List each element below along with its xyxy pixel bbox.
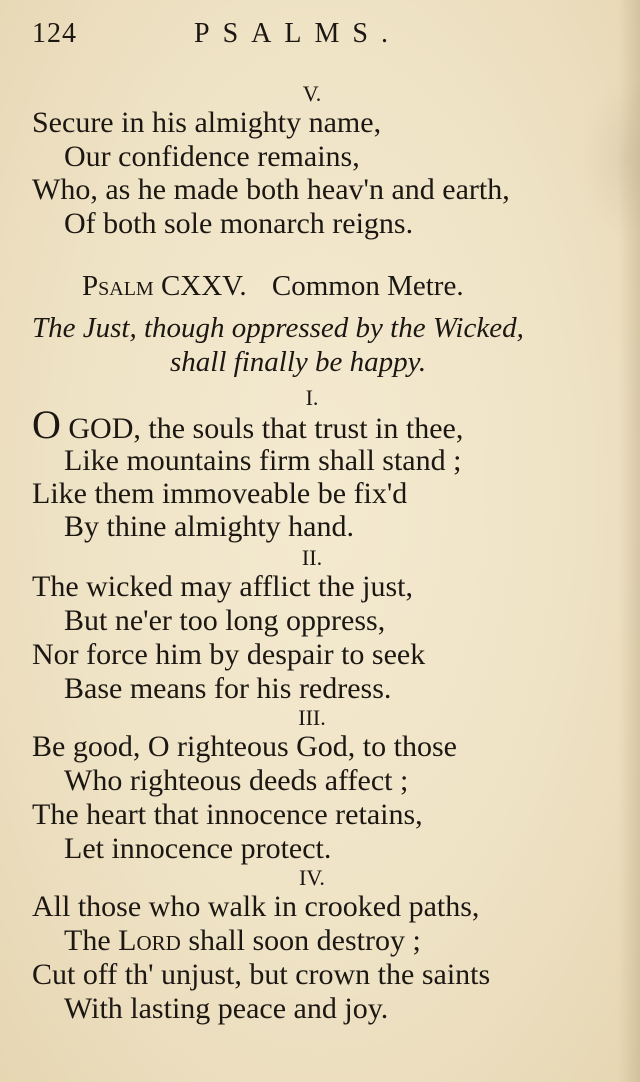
verse-line-text: shall soon destroy ; (180, 924, 421, 957)
stanza-number: IV. (299, 865, 325, 890)
verse-line: Like mountains firm shall stand ; (64, 444, 462, 477)
verse-line-text: The (64, 924, 119, 957)
verse-line: Secure in his almighty name, (32, 106, 382, 139)
psalm-heading (82, 270, 464, 303)
verse-line: Who righteous deeds affect ; (64, 764, 409, 797)
verse-line: Be good, O righteous God, to those (32, 730, 457, 763)
psalm-metre: Common Metre. (271, 270, 464, 302)
stanza-number: II. (301, 545, 323, 570)
psalm-subtitle-line-1: The Just, though oppressed by the Wicked, (32, 312, 524, 344)
psalm-word: Psalm (82, 270, 154, 302)
verse-line-text: GOD, the souls that trust in thee, (60, 412, 464, 445)
stanza-number: III. (298, 705, 326, 730)
stanza-number: I. (305, 385, 319, 410)
verse-line: Cut off th' unjust, but crown the saints (32, 958, 491, 991)
verse-line: With lasting peace and joy. (64, 992, 389, 1025)
psalm-number: CXXV. (160, 270, 247, 302)
verse-line: Like them immoveable be fix'd (32, 477, 408, 510)
verse-line: Of both sole monarch reigns. (64, 207, 414, 240)
verse-line: The heart that innocence retains, (32, 798, 423, 831)
stanza-number: V. (302, 81, 322, 106)
verse-line: All those who walk in crooked paths, (32, 890, 480, 923)
verse-line: Nor force him by despair to seek (32, 638, 426, 671)
psalm-subtitle-line-2: shall finally be happy. (170, 346, 427, 378)
verse-line: The wicked may afflict the just, (32, 570, 413, 603)
lord-small-caps: Lord (118, 924, 181, 957)
verse-line: Base means for his redress. (64, 672, 392, 705)
running-title: PSALMS. (194, 18, 401, 49)
drop-cap: O (32, 402, 61, 447)
verse-line: Who, as he made both heav'n and earth, (32, 173, 510, 206)
verse-line: But ne'er too long oppress, (64, 604, 386, 637)
verse-line: By thine almighty hand. (64, 510, 354, 543)
page-number: 124 (32, 18, 77, 49)
verse-line (32, 402, 464, 447)
verse-line: Let innocence protect. (64, 832, 332, 865)
verse-line: Our confidence remains, (64, 140, 360, 173)
verse-line (64, 924, 421, 958)
